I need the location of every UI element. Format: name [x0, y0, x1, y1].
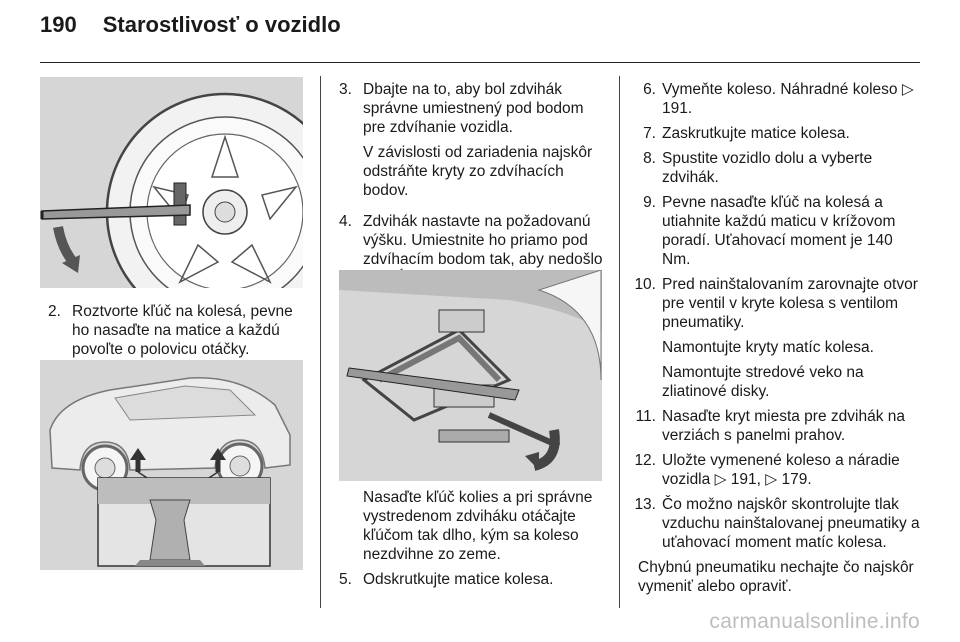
step-7-text: Zaskrutkujte matice kolesa. [662, 125, 850, 142]
closing-note: Chybnú pneumatiku nechajte čo najskôr vymeniť alebo opraviť. [638, 559, 914, 595]
step-4-note: Nasaďte kľúč kolies a pri správne vystredenom zdviháku otáčajte kľúčom tak dlho, kým sa koleso nezdvihne zo zeme. [363, 489, 593, 563]
step-text [363, 80, 604, 206]
step-5-text: Odskrutkujte matice kolesa. [363, 571, 554, 588]
page-ref-arrow-icon: ▷ [714, 471, 727, 488]
wheel-wrench-illustration [40, 77, 303, 288]
page-ref-arrow-icon: ▷ [765, 471, 778, 488]
scissor-jack-illustration [339, 270, 602, 481]
step-3-note: V závislosti od zariadenia najskôr odstráňte kryty zo zdvíhacích bodov. [363, 144, 593, 199]
step-number: 5. [339, 571, 352, 588]
page-title: Starostlivosť o vozidlo [102, 12, 341, 37]
step-number: 11. [635, 408, 656, 425]
watermark: carmanualsonline.info [709, 610, 920, 633]
step-10-body: Pred nainštalovaním zarovnajte otvor pre ventil v kryte kolesa s ventilom pneumatiky. [662, 276, 918, 331]
steps-3-4 [339, 80, 604, 294]
step-number: 6. [643, 81, 656, 98]
step-12-body: Uložte vymenené koleso a náradie vozidla [662, 452, 900, 488]
step-number: 4. [339, 213, 352, 230]
step-2 [48, 302, 310, 365]
step-12-text [662, 451, 922, 489]
step-3-text: Dbajte na to, aby bol zdvihák správne umiestnený pod bodom pre zdvíhanie vozidla. [363, 81, 584, 136]
step-number: 9. [643, 194, 656, 211]
page-ref: 191. [662, 100, 693, 117]
step-9-text: Pevne nasaďte kľúč na kolesá a utiahnite každú maticu v krížovom poradí. Uťahovací moment je 140 Nm. [662, 194, 896, 268]
step-number: 2. [48, 303, 61, 320]
page-number: 190 [40, 12, 77, 37]
step-11-text: Nasaďte kryt miesta pre zdvihák na verziách s panelmi prahov. [662, 408, 905, 444]
step-text: Roztvorte kľúč na kolesá, pevne ho nasaďte na matice a každú povoľte o polovicu otáčky. [72, 303, 293, 358]
page-ref-arrow-icon: ▷ [901, 81, 914, 98]
column-divider-2 [619, 76, 620, 608]
page-ref: 179. [781, 471, 812, 488]
step-13-text: Čo možno najskôr skontrolujte tlak vzduchu nainštalovanej pneumatiky a uťahovací moment matíc kolesa. [662, 496, 920, 551]
car-jack-point-illustration [40, 360, 303, 570]
step-10-note-1: Namontujte kryty matíc kolesa. [662, 339, 874, 356]
step-number: 3. [339, 81, 352, 98]
column-divider-1 [320, 76, 321, 608]
step-10-text [662, 275, 922, 401]
page-header [40, 12, 341, 38]
steps-6-13 [630, 80, 922, 602]
step-number: 7. [643, 125, 656, 142]
step-number: 12. [634, 452, 656, 469]
page-ref: 191, [730, 471, 761, 488]
step-6-text [662, 80, 922, 118]
header-rule [40, 62, 920, 63]
step-number: 10. [634, 276, 656, 293]
steps-4-5 [339, 488, 604, 595]
step-number: 8. [643, 150, 656, 167]
step-8-text: Spustite vozidlo dolu a vyberte zdvihák. [662, 150, 873, 186]
step-10-note-2: Namontujte stredové veko na zliatinové disky. [662, 364, 864, 400]
step-6-body: Vymeňte koleso. Náhradné koleso [662, 81, 898, 98]
step-4-text: Zdvihák nastavte na požadovanú výšku. Umiestnite ho priamo pod zdvíhacím bodom tak, aby nedošlo [363, 213, 603, 268]
step-number: 13. [634, 496, 656, 513]
